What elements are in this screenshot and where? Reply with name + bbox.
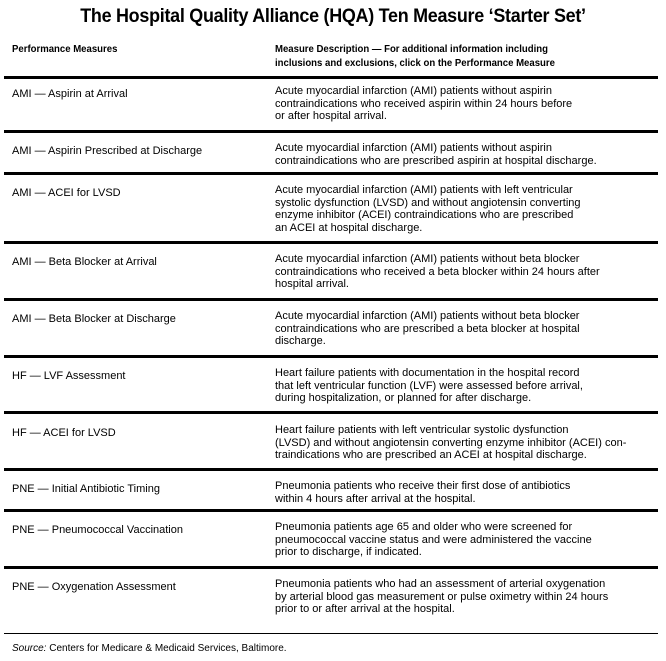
row-divider [4,468,658,471]
measure-name[interactable]: AMI — Beta Blocker at Discharge [12,313,176,325]
measure-name[interactable]: PNE — Pneumococcal Vaccination [12,524,183,536]
measure-description: Acute myocardial infarction (AMI) patients without beta blocker contraindications who are prescribed a beta blocker at hospital discharge. [275,310,580,347]
measure-description: Pneumonia patients who had an assessment of arterial oxygenation by arterial blood gas measurement or pulse oximetry within 24 hours prior to or after arrival at the hospital. [275,578,609,615]
column-header-description: Measure Description — For additional information including inclusions and exclusions, click on the Performance Measure [275,44,555,69]
measure-description: Heart failure patients with left ventricular systolic dysfunction (LVSD) and without angiotensin converting enzyme inhibitor (ACEI) con- traindications who are prescribed an ACEI at hospital discharge. [275,424,627,461]
measure-description: Heart failure patients with documentation in the hospital record that left ventricular function (LVF) were assessed before arrival, during hospitalization, or planned for after discharge. [275,367,583,404]
measure-name[interactable]: HF — ACEI for LVSD [12,427,116,439]
measure-name[interactable]: PNE — Oxygenation Assessment [12,581,176,593]
source-note [12,643,287,655]
header-rule [4,76,658,79]
measure-name[interactable]: AMI — Aspirin at Arrival [12,88,128,100]
measure-description: Pneumonia patients who receive their first dose of antibiotics within 4 hours after arrival at the hospital. [275,480,571,505]
measure-description: Acute myocardial infarction (AMI) patients without aspirin contraindications who are prescribed aspirin at hospital discharge. [275,142,597,167]
row-divider [4,411,658,414]
page-title: The Hospital Quality Alliance (HQA) Ten Measure ‘Starter Set’ [80,5,586,27]
measure-name[interactable]: AMI — Aspirin Prescribed at Discharge [12,145,203,157]
row-divider [4,241,658,244]
measure-description: Acute myocardial infarction (AMI) patients with left ventricular systolic dysfunction (LVSD) and without angiotensin converting enzyme inhibitor (ACEI) contraindications who are prescribed an ACEI at hospital discharge. [275,184,581,234]
measure-description: Pneumonia patients age 65 and older who were screened for pneumococcal vaccine status and were administered the vaccine prior to discharge, if indicated. [275,521,592,558]
row-divider [4,633,658,634]
column-header-measures: Performance Measures [12,44,118,55]
row-divider [4,298,658,301]
source-text: Centers for Medicare & Medicaid Services, Baltimore. [46,643,287,654]
measure-name[interactable]: AMI — Beta Blocker at Arrival [12,256,157,268]
measure-name[interactable]: PNE — Initial Antibiotic Timing [12,483,160,495]
measure-description: Acute myocardial infarction (AMI) patients without beta blocker contraindications who received a beta blocker within 24 hours after hospital arrival. [275,253,600,290]
row-divider [4,172,658,175]
source-label: Source: [12,643,47,654]
measure-name[interactable]: HF — LVF Assessment [12,370,126,382]
measure-description: Acute myocardial infarction (AMI) patients without aspirin contraindications who received aspirin within 24 hours before or after hospital arrival. [275,85,573,122]
row-divider [4,566,658,569]
row-divider [4,130,658,133]
row-divider [4,509,658,512]
row-divider [4,355,658,358]
measure-name[interactable]: AMI — ACEI for LVSD [12,187,121,199]
